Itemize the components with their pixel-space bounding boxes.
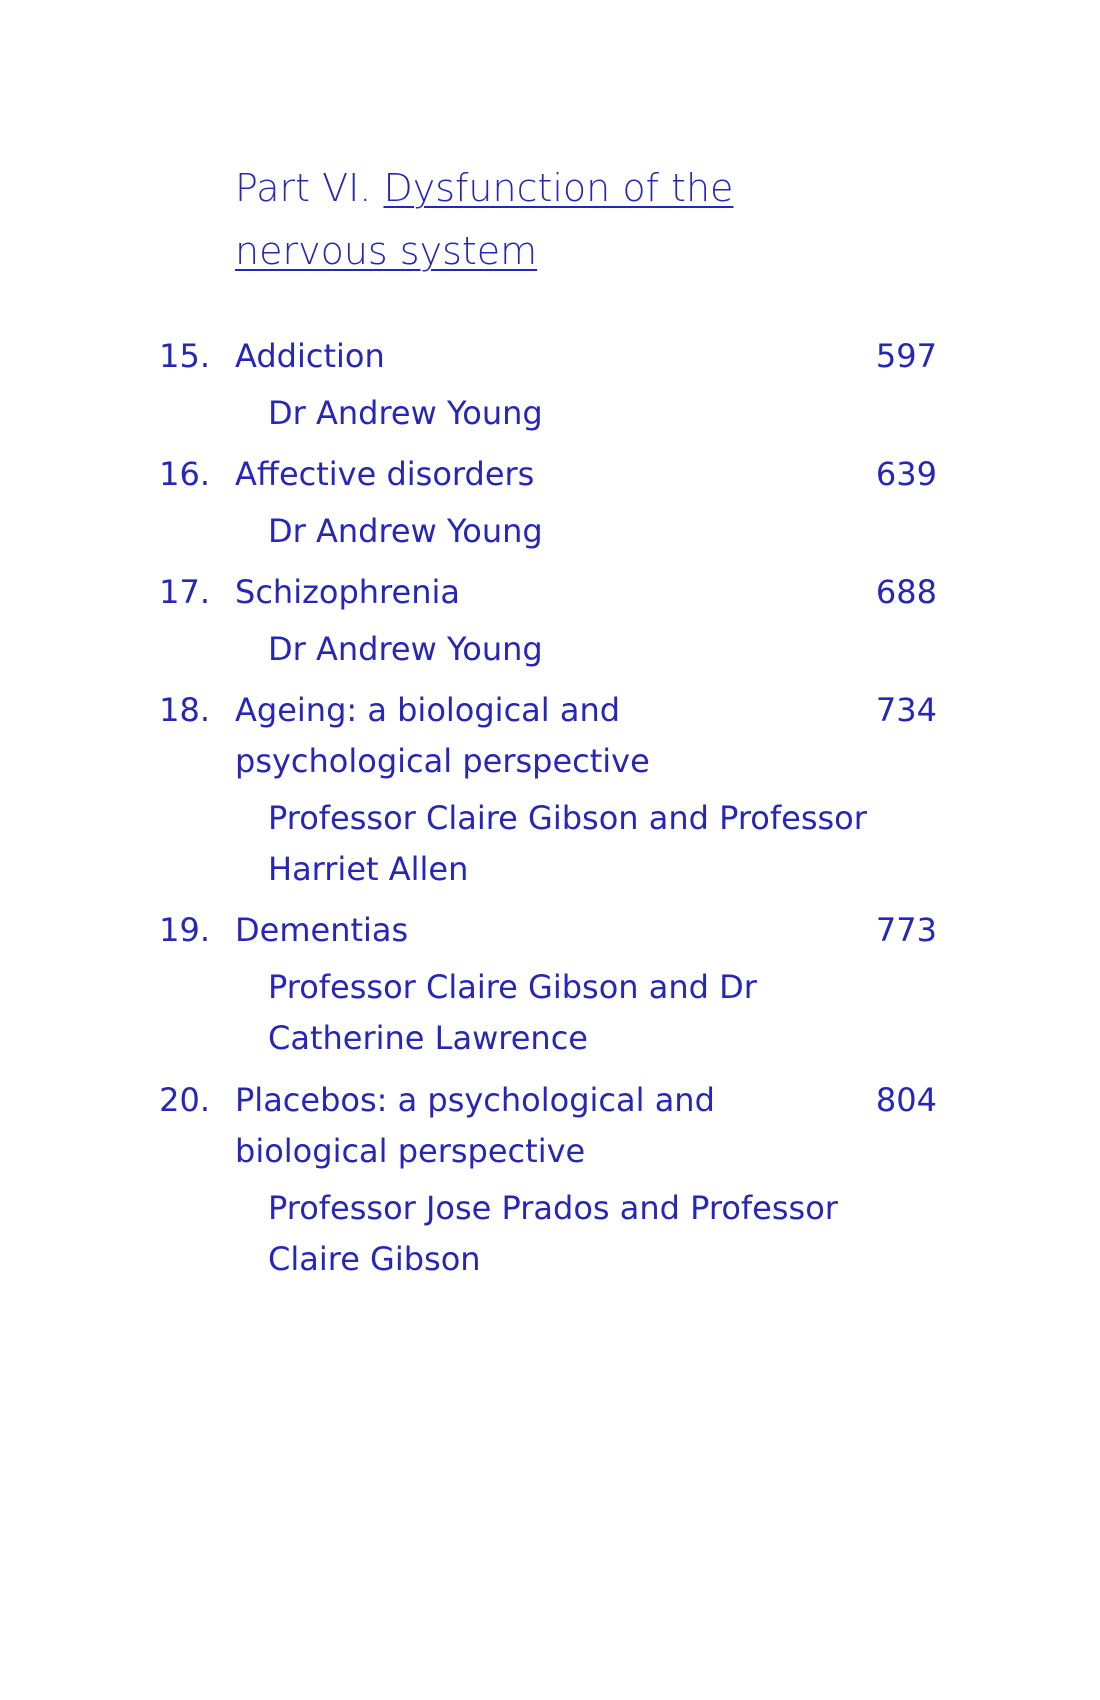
chapter-author: Dr Andrew Young <box>268 630 543 668</box>
part-label: Part VI. <box>235 166 372 210</box>
page-number: 773 <box>875 911 937 949</box>
chapter-number: 16. <box>159 455 210 493</box>
chapter-title[interactable]: Addiction <box>235 337 385 375</box>
part-heading <box>235 157 755 283</box>
chapter-author: Professor Jose Prados and Professor Claire Gibson <box>268 1189 838 1278</box>
chapter-title[interactable]: Dementias <box>235 911 409 949</box>
chapter-title[interactable]: Affective disorders <box>235 455 535 493</box>
chapter-author: Professor Claire Gibson and Professor Harriet Allen <box>268 799 867 888</box>
page-number: 804 <box>875 1081 937 1119</box>
chapter-number: 19. <box>159 911 210 949</box>
page-number: 688 <box>875 573 937 611</box>
chapter-author: Dr Andrew Young <box>268 512 543 550</box>
page-number: 639 <box>875 455 937 493</box>
chapter-title[interactable]: Ageing: a biological and psychological perspective <box>235 691 650 780</box>
page-number: 597 <box>875 337 937 375</box>
chapter-title[interactable]: Placebos: a psychological and biological perspective <box>235 1081 715 1170</box>
chapter-number: 20. <box>159 1081 210 1119</box>
chapter-author: Dr Andrew Young <box>268 394 543 432</box>
chapter-author: Professor Claire Gibson and Dr Catherine Lawrence <box>268 968 757 1057</box>
page-number: 734 <box>875 691 937 729</box>
chapter-number: 15. <box>159 337 210 375</box>
chapter-title[interactable]: Schizophrenia <box>235 573 460 611</box>
chapter-number: 18. <box>159 691 210 729</box>
part-title-link[interactable]: Dysfunction of the nervous system <box>235 166 734 273</box>
chapter-number: 17. <box>159 573 210 611</box>
